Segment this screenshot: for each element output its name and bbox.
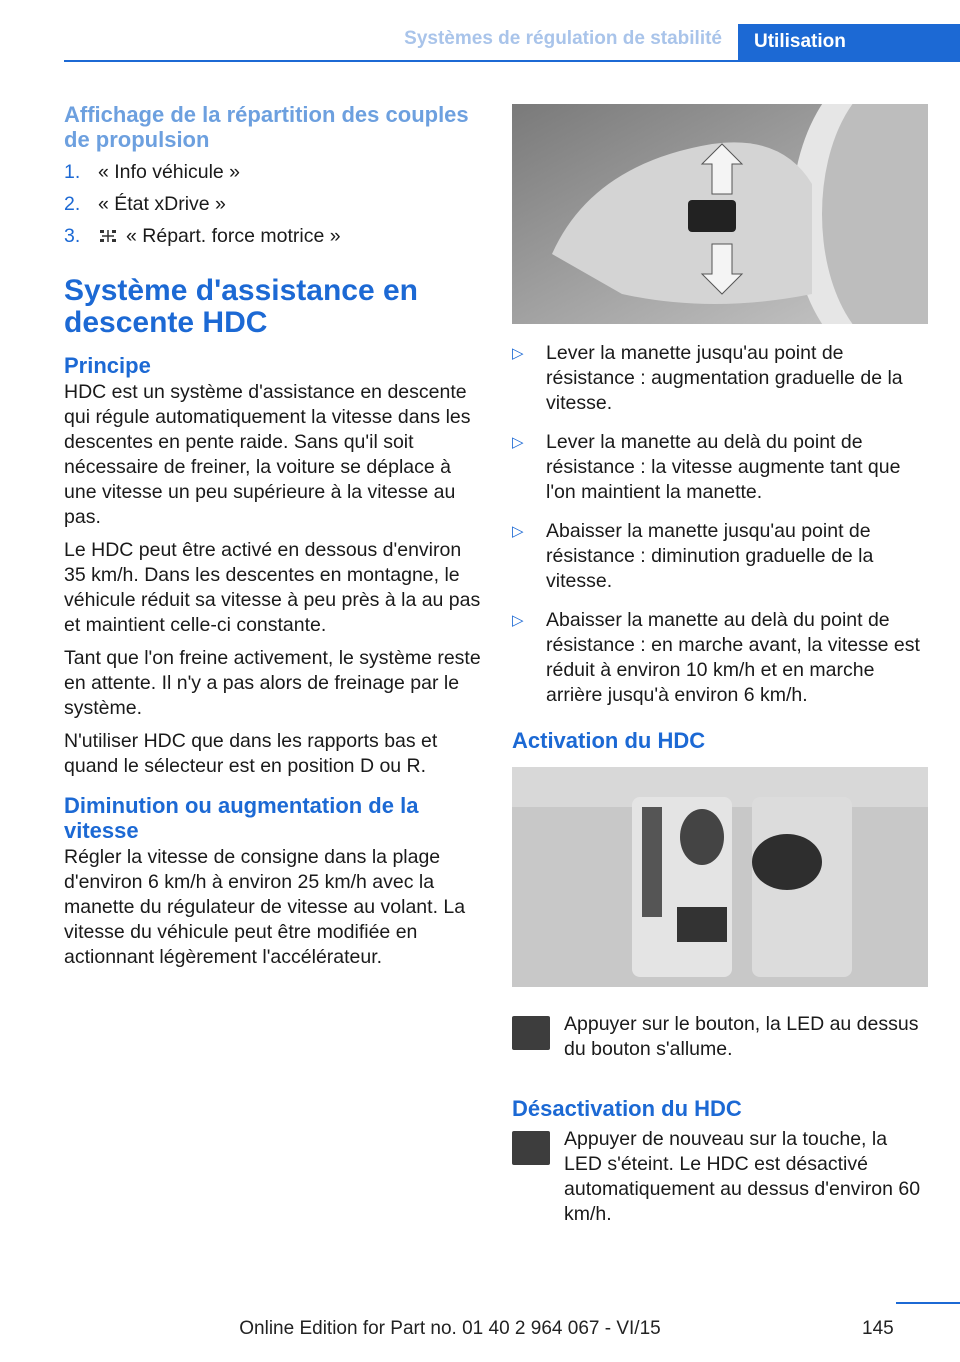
principle-paragraph: HDC est un système d'assistance en descente qui régule automatiquement la vitesse dans les descentes en pente raide. Sans qu'il soit nécessaire de freiner, la voiture se déplace à une vitesse un peu supérieure à la vitesse au pas. <box>64 381 471 528</box>
activation-row <box>512 1012 930 1062</box>
principle-heading: Principe <box>64 353 151 378</box>
bullet-text: Abaisser la manette au delà du point de résistance : en marche avant, la vitesse est réduit à environ 10 km/h et en marche arrière jusqu'à environ 6 km/h. <box>546 609 920 706</box>
bullet-triangle-icon: ▷ <box>512 612 524 629</box>
list-item <box>512 519 930 594</box>
deactivation-heading: Désactivation du HDC <box>512 1096 742 1121</box>
step-text: « Répart. force motrice » <box>126 225 341 247</box>
bullet-text: Lever la manette au delà du point de résistance : la vitesse augmente tant que l'on maintient la manette. <box>546 431 901 503</box>
section-title: Systèmes de régulation de stabilité <box>404 28 722 49</box>
hdc-button-icon <box>512 1131 550 1165</box>
list-item <box>64 160 482 185</box>
list-item <box>512 430 930 505</box>
edition-footer[interactable]: Online Edition for Part no. 01 40 2 964 067 - VI/15 <box>239 1318 661 1339</box>
list-item <box>512 341 930 416</box>
center-console-illustration <box>512 767 928 987</box>
activation-heading: Activation du HDC <box>512 728 706 753</box>
bullet-text: Abaisser la manette jusqu'au point de résistance : diminution graduelle de la vitesse. <box>546 520 874 592</box>
step-text: « Info véhicule » <box>98 161 241 183</box>
deactivation-text: Appuyer de nouveau sur la touche, la LED s'éteint. Le HDC est désactivé automatiquement au dessus d'environ 60 km/h. <box>564 1128 921 1225</box>
steering-lever-illustration <box>512 104 928 324</box>
chapter-tab[interactable]: Utilisation <box>738 24 960 60</box>
list-item <box>512 608 930 708</box>
drive-force-icon <box>98 228 118 244</box>
step-text: « État xDrive » <box>98 193 226 215</box>
step-number: 2. <box>64 193 81 215</box>
speed-paragraph: Régler la vitesse de consigne dans la plage d'environ 6 km/h à environ 25 km/h avec la manette du régulateur de vitesse au volant. La vitesse du véhicule peut être modifiée en actionnant légèrement l'accélérateur. <box>64 846 466 968</box>
lever-instructions <box>512 341 930 708</box>
hdc-title: Système d'assistance en descente HDC <box>64 274 418 339</box>
bullet-triangle-icon: ▷ <box>512 434 524 451</box>
left-column <box>64 102 482 978</box>
principle-paragraph: Le HDC peut être activé en dessous d'environ 35 km/h. Dans les descentes en montagne, le véhicule réduit sa vitesse à peu près à la au pas et maintient celle-ci constante. <box>64 539 481 636</box>
footer-rule <box>896 1302 960 1304</box>
page-header <box>64 24 960 62</box>
principle-paragraph: N'utiliser HDC que dans les rapports bas et quand le sélecteur est en position D ou R. <box>64 730 438 777</box>
bullet-triangle-icon: ▷ <box>512 345 524 362</box>
step-number: 3. <box>64 225 81 247</box>
page-number: 145 <box>862 1318 894 1339</box>
bullet-triangle-icon: ▷ <box>512 523 524 540</box>
list-item <box>64 192 482 217</box>
step-number: 1. <box>64 161 81 183</box>
steps-list <box>64 160 482 249</box>
list-item <box>64 224 482 249</box>
right-column <box>512 104 930 1227</box>
deactivation-row <box>512 1127 930 1227</box>
torque-heading: Affichage de la répartition des couples de propulsion <box>64 102 469 152</box>
bullet-text: Lever la manette jusqu'au point de résistance : augmentation graduelle de la vitesse. <box>546 342 903 414</box>
activation-text: Appuyer sur le bouton, la LED au dessus du bouton s'allume. <box>564 1013 919 1060</box>
hdc-button-icon <box>512 1016 550 1050</box>
speed-heading: Diminution ou augmentation de la vitesse <box>64 793 419 843</box>
principle-paragraph: Tant que l'on freine activement, le système reste en attente. Il n'y a pas alors de freinage par le système. <box>64 647 481 719</box>
